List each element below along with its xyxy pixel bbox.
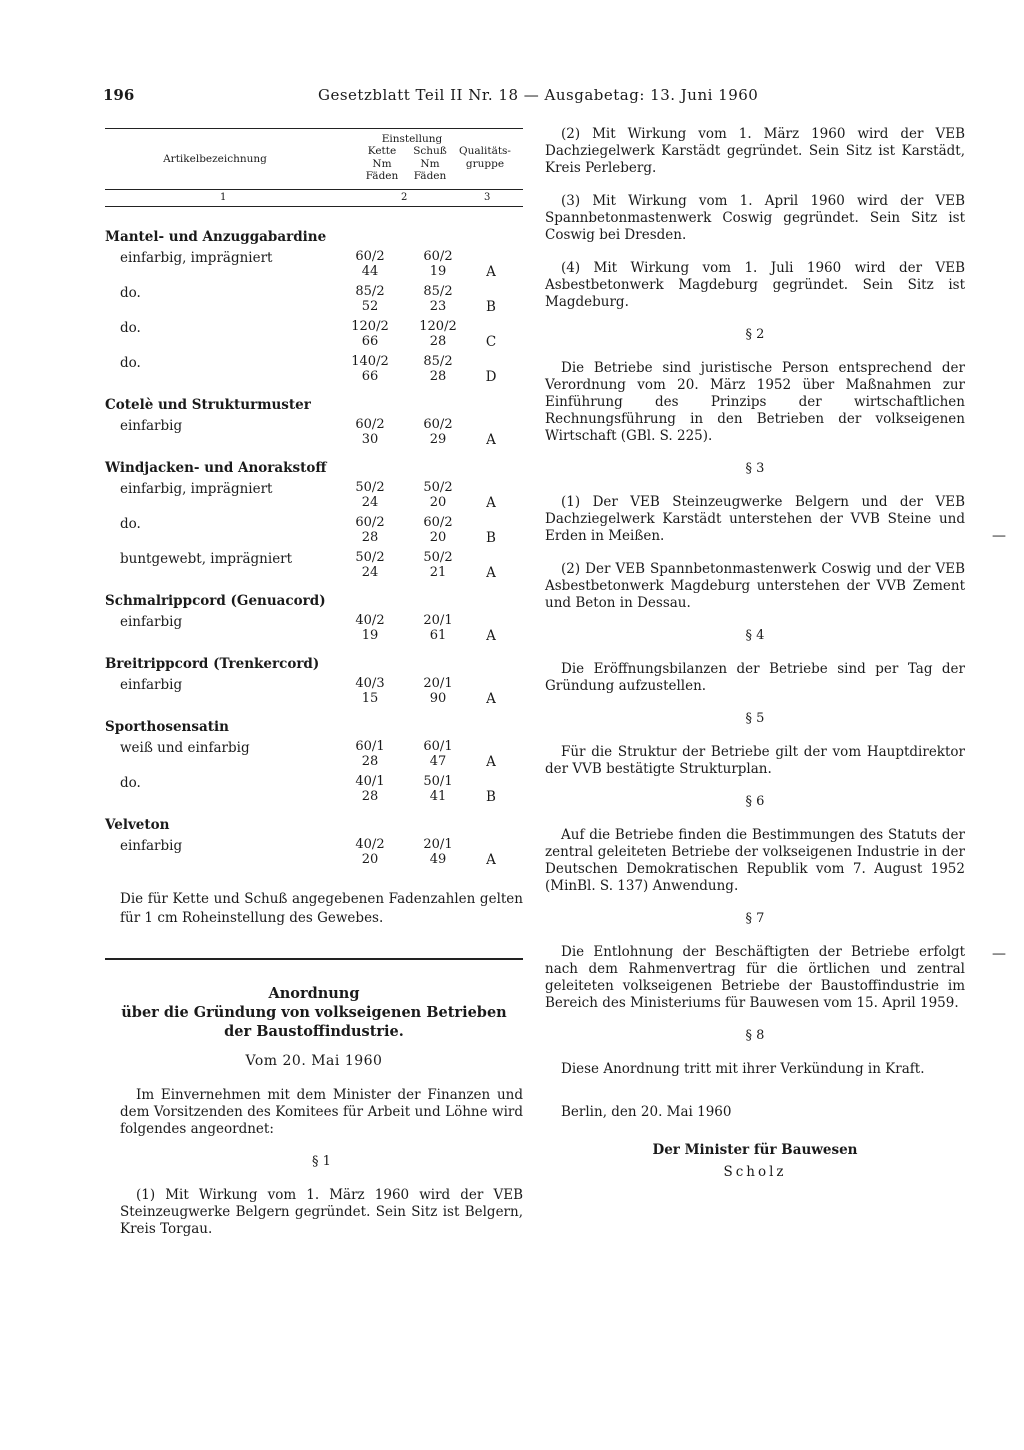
- schuss-value: 50/1 41: [423, 774, 453, 804]
- table-row: [105, 676, 523, 711]
- quality-group: D: [485, 369, 497, 385]
- quality-group: A: [486, 628, 496, 644]
- binding-mark-upper: —: [992, 528, 1006, 544]
- schuss-value: 85/2 28: [423, 354, 453, 384]
- kette-value: 120/2 66: [351, 319, 389, 349]
- quality-group: B: [486, 789, 496, 805]
- col-number-2: 2: [401, 192, 408, 203]
- section-7-para-1: Die Entlohnung der Beschäftigten der Betriebe erfolgt nach dem Rahmenvertrag für die örtlichen und zentral geleiteten volkseigenen Betriebe der Baustoffindustrie im Bereich des Ministeriums für Bauwesen vom 15. April 1959.: [545, 944, 965, 1011]
- header-kette: Kette Nm Fäden: [365, 145, 399, 182]
- section-3-heading: § 3: [745, 461, 765, 476]
- table-row: [105, 739, 523, 774]
- kette-value: 60/2 30: [355, 417, 385, 447]
- section-5-para-1: Für die Struktur der Betriebe gilt der vom Hauptdirektor der VVB bestätigte Strukturplan.: [545, 744, 965, 777]
- quality-group: A: [486, 691, 496, 707]
- article-name: einfarbig, imprägniert: [120, 250, 273, 266]
- header-quality: Qualitäts- gruppe: [459, 145, 511, 170]
- schuss-value: 20/1 49: [423, 837, 453, 867]
- section-divider: [105, 958, 523, 960]
- table-row: [105, 417, 523, 452]
- quality-group: B: [486, 530, 496, 546]
- section-1-para-1: (1) Mit Wirkung vom 1. März 1960 wird der VEB Steinzeugwerke Belgern gegründet. Sein Sitz ist Belgern, Kreis Torgau.: [120, 1187, 523, 1237]
- table-category: Breitrippcord (Trenkercord): [105, 656, 320, 672]
- numbers-rule: [105, 206, 523, 207]
- page-number: 196: [103, 86, 135, 104]
- section-1-para-4: (4) Mit Wirkung vom 1. Juli 1960 wird der VEB Asbestbetonwerk Magdeburg gegründet. Sein Sitz ist Magdeburg.: [545, 260, 965, 310]
- section-3-para-1: (1) Der VEB Steinzeugwerke Belgern und der VEB Dachziegelwerk Karstädt unterstehen der VVB Steine und Erden in Meißen.: [545, 494, 965, 544]
- left-column: [105, 128, 523, 1254]
- kette-value: 40/3 15: [355, 676, 385, 706]
- section-2-heading: § 2: [745, 327, 765, 342]
- decree-title: Anordnung über die Gründung von volkseigenen Betrieben der Baustoffindustrie.: [121, 985, 507, 1040]
- quality-group: A: [486, 852, 496, 868]
- table-row: [105, 613, 523, 648]
- quality-group: A: [486, 495, 496, 511]
- table-row: [105, 837, 523, 872]
- schuss-value: 20/1 61: [423, 613, 453, 643]
- schuss-value: 60/2 19: [423, 249, 453, 279]
- section-2-para-1: Die Betriebe sind juristische Person entsprechend der Verordnung vom 20. März 1952 über Maßnahmen zur Einführung des Prinzips der wirtschaftlichen Rechnungsführung in den Betrieben der volkseigenen Wirtschaft (GBl. S. 225).: [545, 360, 965, 444]
- section-4-heading: § 4: [745, 628, 765, 643]
- left-text-block: [120, 1087, 523, 1238]
- article-name: einfarbig: [120, 614, 183, 630]
- table-row: [105, 550, 523, 585]
- table-row: [105, 319, 523, 354]
- kette-value: 140/2 66: [351, 354, 389, 384]
- article-name: do.: [120, 775, 141, 791]
- header-schuss: Schuß Nm Fäden: [413, 145, 447, 182]
- kette-value: 60/1 28: [355, 739, 385, 769]
- kette-value: 85/2 52: [355, 284, 385, 314]
- table-body: [105, 225, 523, 876]
- schuss-value: 60/1 47: [423, 739, 453, 769]
- table-note: Die für Kette und Schuß angegebenen Fadenzahlen gelten für 1 cm Roheinstellung des Gewebes.: [120, 891, 523, 926]
- article-name: weiß und einfarbig: [120, 740, 250, 756]
- table-category: Cotelè und Strukturmuster: [105, 397, 311, 413]
- table-category: Sporthosensatin: [105, 719, 229, 735]
- article-name: einfarbig: [120, 677, 183, 693]
- kette-value: 50/2 24: [355, 480, 385, 510]
- group-spacer: [105, 872, 523, 876]
- kette-value: 50/2 24: [355, 550, 385, 580]
- header-einstellung: Einstellung: [381, 133, 443, 145]
- article-name: buntgewebt, imprägniert: [120, 551, 293, 567]
- article-name: do.: [120, 320, 141, 336]
- schuss-value: 85/2 23: [423, 284, 453, 314]
- table-row: [105, 284, 523, 319]
- table-row: [105, 515, 523, 550]
- table-category: Windjacken- und Anorakstoff: [105, 460, 327, 476]
- article-name: do.: [120, 285, 141, 301]
- table-category: Schmalrippcord (Genuacord): [105, 593, 326, 609]
- section-3-para-2: (2) Der VEB Spannbetonmastenwerk Coswig und der VEB Asbestbetonwerk Magdeburg unterstehen der VVB Zement und Beton in Dessau.: [545, 561, 965, 611]
- section-1-para-2: (2) Mit Wirkung vom 1. März 1960 wird der VEB Dachziegelwerk Karstädt gegründet. Sein Sitz ist Karstädt, Kreis Perleberg.: [545, 126, 965, 176]
- article-name: do.: [120, 516, 141, 532]
- binding-mark-lower: —: [992, 946, 1006, 962]
- section-1-heading: § 1: [312, 1154, 331, 1169]
- section-6-heading: § 6: [745, 794, 765, 809]
- signer-title: Der Minister für Bauwesen: [652, 1142, 858, 1158]
- article-name: einfarbig: [120, 838, 183, 854]
- section-1-para-3: (3) Mit Wirkung vom 1. April 1960 wird der VEB Spannbetonmastenwerk Coswig gegründet. Sein Sitz ist Coswig bei Dresden.: [545, 193, 965, 243]
- quality-group: C: [485, 334, 497, 350]
- kette-value: 40/1 28: [355, 774, 385, 804]
- article-name: einfarbig: [120, 418, 183, 434]
- schuss-value: 50/2 21: [423, 550, 453, 580]
- decree-intro: Im Einvernehmen mit dem Minister der Finanzen und dem Vorsitzenden des Komitees für Arbeit und Löhne wird folgendes angeordnet:: [120, 1087, 523, 1137]
- section-4-para-1: Die Eröffnungsbilanzen der Betriebe sind per Tag der Gründung aufzustellen.: [545, 661, 965, 694]
- table-row: [105, 774, 523, 809]
- kette-value: 60/2 44: [355, 249, 385, 279]
- section-7-heading: § 7: [745, 911, 765, 926]
- quality-group: A: [486, 754, 496, 770]
- article-name: einfarbig, imprägniert: [120, 481, 273, 497]
- kette-value: 40/2 20: [355, 837, 385, 867]
- section-8-para-1: Diese Anordnung tritt mit ihrer Verkündung in Kraft.: [561, 1061, 925, 1077]
- col-number-1: 1: [220, 192, 227, 203]
- schuss-value: 50/2 20: [423, 480, 453, 510]
- section-5-heading: § 5: [745, 711, 765, 726]
- schuss-value: 120/2 28: [419, 319, 457, 349]
- kette-value: 40/2 19: [355, 613, 385, 643]
- quality-group: A: [486, 264, 496, 280]
- schuss-value: 60/2 29: [423, 417, 453, 447]
- quality-group: B: [486, 299, 496, 315]
- signer-name: Scholz: [723, 1164, 787, 1180]
- quality-group: A: [486, 432, 496, 448]
- page-header-title: Gesetzblatt Teil II Nr. 18 — Ausgabetag: 13. Juni 1960: [318, 86, 759, 104]
- article-name: do.: [120, 355, 141, 371]
- place-and-date: Berlin, den 20. Mai 1960: [561, 1104, 732, 1120]
- schuss-value: 20/1 90: [423, 676, 453, 706]
- table-header: [105, 129, 523, 189]
- section-8-heading: § 8: [745, 1028, 765, 1043]
- right-column: [545, 126, 965, 1180]
- table-row: [105, 354, 523, 389]
- table-row: [105, 249, 523, 284]
- col-number-3: 3: [484, 192, 491, 203]
- column-numbers: [105, 190, 523, 206]
- schuss-value: 60/2 20: [423, 515, 453, 545]
- decree-date: Vom 20. Mai 1960: [245, 1053, 383, 1069]
- section-6-para-1: Auf die Betriebe finden die Bestimmungen des Statuts der zentral geleiteten Betriebe der volkseigenen Industrie in der Deutschen Demokratischen Republik vom 7. August 1952 (MinBl. S. 137) Anwendung.: [545, 827, 965, 894]
- quality-group: A: [486, 565, 496, 581]
- table-row: [105, 480, 523, 515]
- table-category: Mantel- und Anzuggabardine: [105, 229, 327, 245]
- kette-value: 60/2 28: [355, 515, 385, 545]
- table-category: Velveton: [105, 817, 170, 833]
- header-article: Artikelbezeichnung: [163, 153, 267, 165]
